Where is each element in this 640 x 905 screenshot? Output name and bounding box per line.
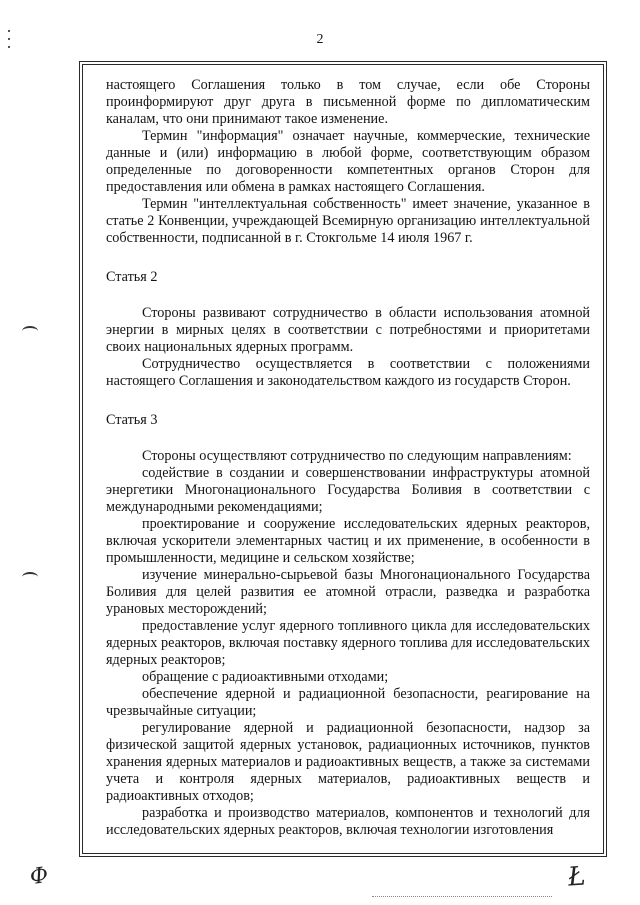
list-item: регулирование ядерной и радиационной безопасности, надзор за физической защитой ядерных установок, радиационных источников, пунктов хранения ядерных материалов и радиоактивных веществ, а также за системами учета и контроля ядерных материалов, радиоактивных веществ и радиоактивных отходов; [106,720,590,804]
paragraph: Стороны развивают сотрудничество в области использования атомной энергии в мирных целях в соответствии с потребностями и приоритетами своих национальных ядерных программ. [106,305,590,355]
list-item: предоставление услуг ядерного топливного цикла для исследовательских ядерных реакторов, включая поставку ядерного топлива для исследовательских ядерных реакторов; [106,618,590,668]
list-item: обращение с радиоактивными отходами; [142,669,389,685]
handwritten-initials-right: Ł [566,861,587,893]
margin-binding-mark [22,326,38,336]
list-item: обеспечение ядерной и радиационной безопасности, реагирование на чрезвычайные ситуации; [106,686,590,719]
list-item: проектирование и сооружение исследовательских ядерных реакторов, включая ускорители элементарных частиц и их применение, в особенности в промышленности, медицине и сельском хозяйстве; [106,516,590,566]
list-item: разработка и производство материалов, компонентов и технологий для исследовательских ядерных реакторов, включая технологии изготовления [106,805,590,838]
document-body [106,77,590,847]
margin-binding-mark [22,572,38,582]
handwritten-initials-left: Ф [28,862,50,891]
paragraph: Термин "информация" означает научные, коммерческие, технические данные и (или) информацию в любой форме, соответствующим образом определенные по договоренности компетентных органов Сторон для предоставления или обмена в рамках настоящего Соглашения. [106,128,590,195]
paragraph: Стороны осуществляют сотрудничество по следующим направлениям: [142,448,572,464]
paragraph: Термин "интеллектуальная собственность" имеет значение, указанное в статье 2 Конвенции, учреждающей Всемирную организацию интеллектуальной собственности, подписанной в г. Стокгольме 14 июля 1967 г. [106,196,590,246]
bottom-dotted-rule [372,896,552,897]
article-heading: Статья 2 [106,269,158,285]
page-number: 2 [316,32,324,47]
article-heading: Статья 3 [106,412,158,428]
list-item: изучение минерально-сырьевой базы Многонационального Государства Боливия для целей развития ее атомной отрасли, разведка и разработка урановых месторождений; [106,567,590,617]
paragraph: Сотрудничество осуществляется в соответствии с положениями настоящего Соглашения и законодательством каждого из государств Сторон. [106,356,590,389]
list-item: содействие в создании и совершенствовании инфраструктуры атомной энергетики Многонационального Государства Боливия в соответствии с международными рекомендациями; [106,465,590,515]
paragraph: настоящего Соглашения только в том случае, если обе Стороны проинформируют друг друга в письменной форме по дипломатическим каналам, что они принимают такое изменение. [106,77,590,127]
